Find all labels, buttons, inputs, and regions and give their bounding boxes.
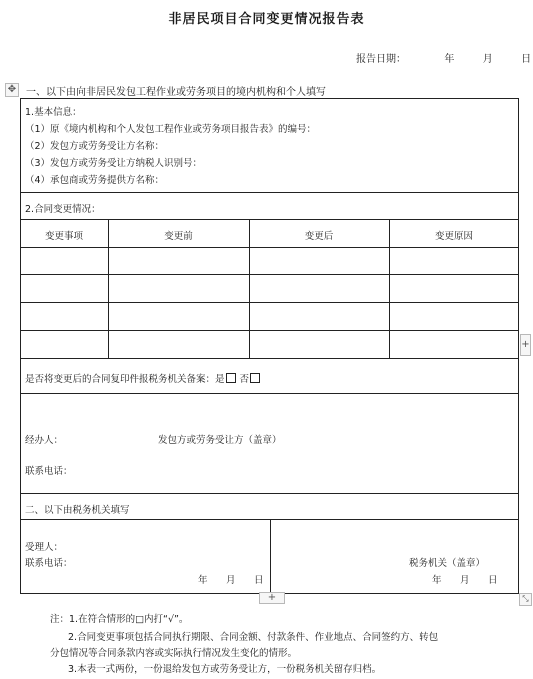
basic-info-heading: 1.基本信息： — [25, 107, 82, 118]
report-date-label: 报告日期： — [356, 54, 406, 65]
basic-info-item: （3）发包方或劳务受让方纳税人识别号： — [25, 158, 203, 169]
column-header-before: 变更前 — [164, 231, 193, 242]
report-date — [356, 50, 531, 65]
row-divider — [20, 493, 519, 494]
basic-info-item: （2）发包方或劳务受让方名称： — [25, 141, 165, 152]
column-header-after: 变更后 — [304, 231, 334, 242]
tax-office-seal-label: 税务机关（盖章） — [409, 558, 486, 569]
section1-title: 一、以下由向非居民发包工程作业或劳务项目的境内机构和个人填写 — [26, 87, 326, 98]
row-divider — [20, 192, 519, 193]
receiver-label: 受理人： — [25, 542, 64, 553]
row-divider — [20, 219, 519, 220]
note-2-cont: 分包情况等合同条款内容或实际执行情况发生变化的情形。 — [50, 648, 298, 659]
add-column-icon[interactable]: + — [520, 334, 531, 356]
office-date-month: 月 — [460, 575, 470, 586]
receiver-date-day: 日 — [254, 575, 264, 586]
basic-info-item: （1）原《境内机构和个人发包工程作业或劳务项目报告表》的编号： — [25, 124, 317, 135]
page-title: 非居民项目合同变更情况报告表 — [168, 12, 365, 27]
phone-label: 联系电话： — [25, 466, 73, 477]
note-3: 3.本表一式两份，一份退给发包方或劳务受让方，一份税务机关留存归档。 — [68, 664, 382, 675]
section2-title: 二、以下由税务机关填写 — [25, 505, 130, 516]
filing-question-text: 是否将变更后的合同复印件报税务机关备案：是 — [25, 374, 225, 385]
row-divider — [20, 247, 519, 248]
receiver-date-month: 月 — [226, 575, 236, 586]
col-divider — [270, 519, 271, 594]
receiver-date-year: 年 — [198, 575, 208, 586]
row-divider — [20, 393, 519, 394]
column-header-reason: 变更原因 — [434, 231, 473, 242]
report-date-day: 日 — [521, 54, 532, 65]
basic-info-item: （4）承包商或劳务提供方名称： — [25, 175, 165, 186]
filing-question-no: 否 — [239, 374, 250, 385]
table-move-icon[interactable]: ✥ — [5, 83, 19, 97]
resize-table-icon[interactable]: ⤡ — [519, 593, 532, 606]
handler-label: 经办人： — [25, 435, 64, 446]
report-date-year: 年 — [444, 54, 455, 65]
party-seal-label: 发包方或劳务受让方（盖章） — [158, 435, 282, 446]
column-header-item: 变更事项 — [44, 231, 83, 242]
row-divider — [20, 302, 519, 303]
filing-question — [25, 371, 261, 385]
no-checkbox[interactable] — [250, 373, 260, 383]
office-date-day: 日 — [488, 575, 498, 586]
note-1: 注：1.在符合情形的□内打“√”。 — [50, 614, 189, 625]
office-date-year: 年 — [432, 575, 442, 586]
tax-phone-label: 联系电话： — [25, 558, 73, 569]
row-divider — [20, 358, 519, 359]
add-row-icon[interactable]: + — [259, 592, 285, 604]
report-date-month: 月 — [482, 54, 493, 65]
row-divider — [20, 330, 519, 331]
yes-checkbox[interactable] — [226, 373, 236, 383]
row-divider — [20, 274, 519, 275]
change-info-heading: 2.合同变更情况： — [25, 204, 101, 215]
note-2: 2.合同变更事项包括合同执行期限、合同金额、付款条件、作业地点、合同签约方、转包 — [68, 632, 439, 643]
